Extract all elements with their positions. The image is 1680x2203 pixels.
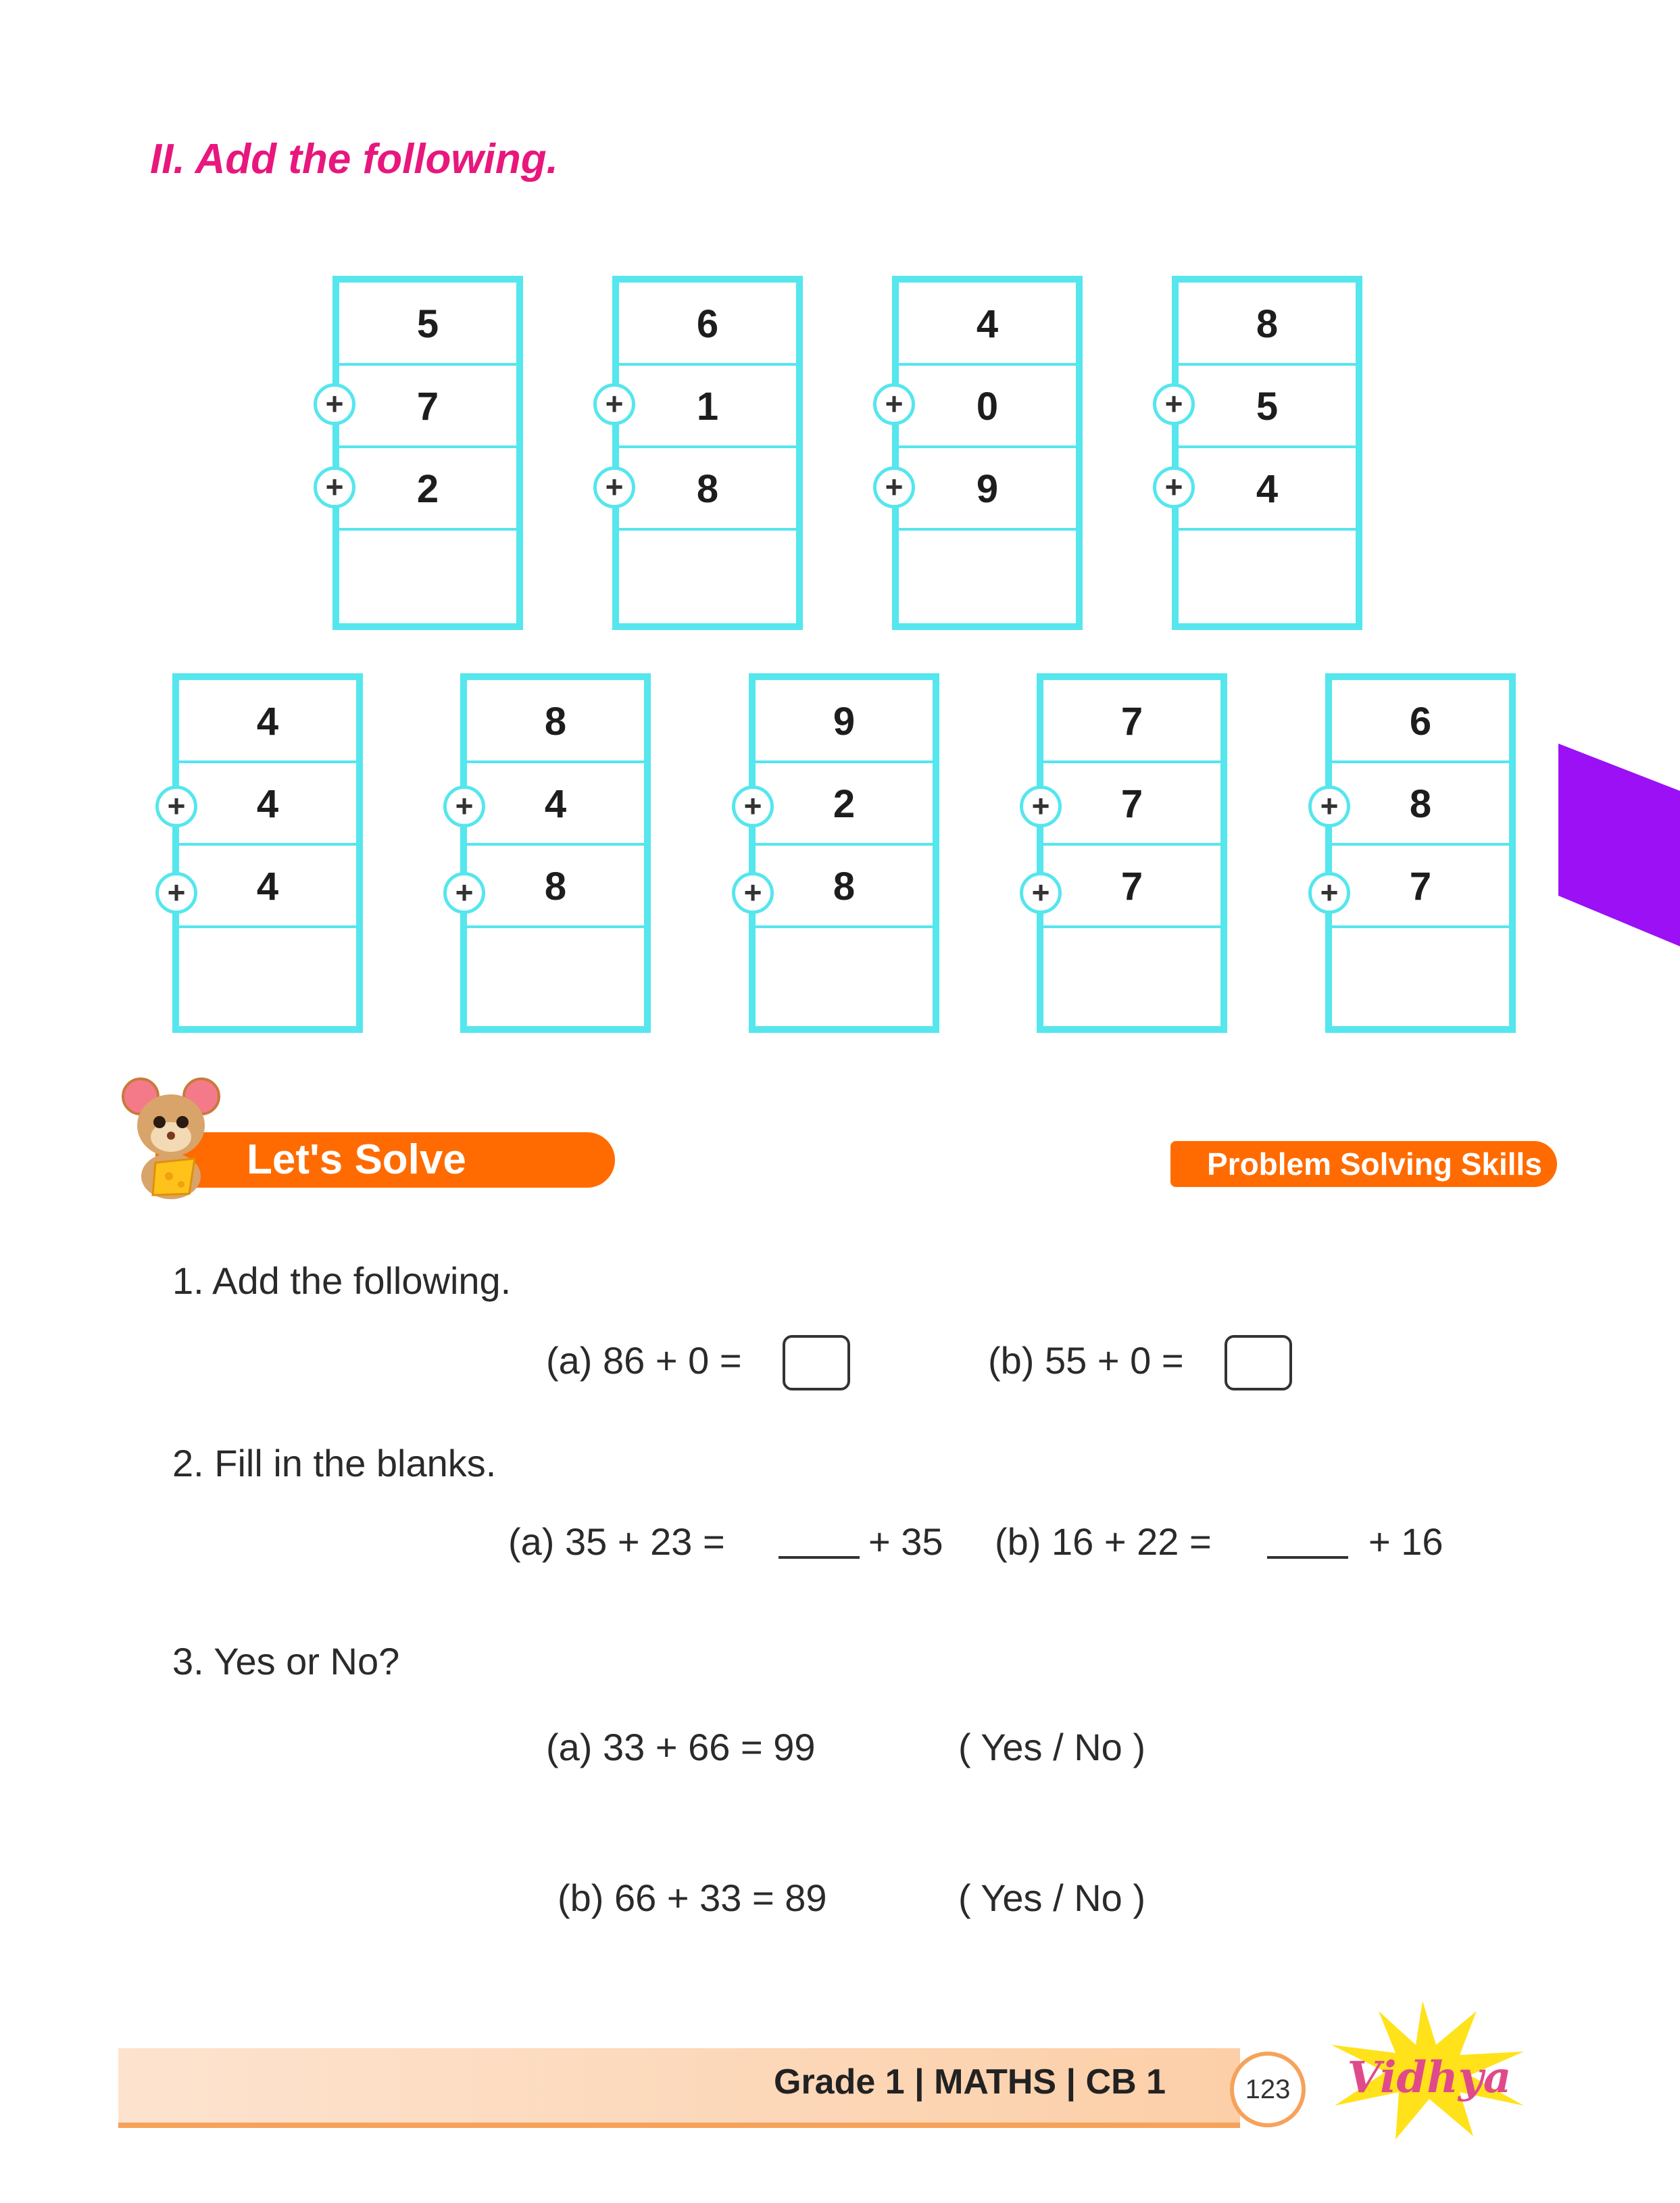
addend-2: 1 — [619, 366, 796, 448]
addend-1: 8 — [1179, 283, 1356, 366]
plus-icon: + — [593, 466, 635, 508]
question-3a-expression: (a) 33 + 66 = 99 — [546, 1726, 816, 1768]
plus-icon: + — [443, 785, 485, 827]
addend-3: 8 — [619, 448, 796, 531]
answer-box[interactable] — [339, 531, 516, 623]
answer-box[interactable] — [1179, 531, 1356, 623]
addition-card-1 — [332, 276, 523, 630]
section-title: II. Add the following. — [150, 136, 558, 183]
plus-icon: + — [155, 785, 197, 827]
addend-3: 4 — [179, 846, 356, 928]
addend-2: 7 — [339, 366, 516, 448]
plus-icon: + — [732, 872, 774, 914]
answer-box-1b[interactable] — [1225, 1335, 1292, 1390]
plus-icon: + — [1308, 785, 1350, 827]
answer-box[interactable] — [899, 531, 1076, 623]
vidhya-logo — [1321, 1998, 1537, 2143]
addend-2: 2 — [756, 763, 933, 846]
question-2b-left: (b) 16 + 22 = — [995, 1520, 1212, 1563]
answer-box[interactable] — [756, 928, 933, 1021]
question-2-prompt: 2. Fill in the blanks. — [172, 1442, 497, 1484]
question-2a-right: + 35 — [868, 1520, 943, 1563]
addition-card-7 — [749, 673, 939, 1033]
answer-box-1a[interactable] — [783, 1335, 850, 1390]
addend-1: 8 — [467, 680, 644, 763]
plus-icon: + — [732, 785, 774, 827]
addend-2: 4 — [467, 763, 644, 846]
addend-2: 4 — [179, 763, 356, 846]
question-2b-right: + 16 — [1368, 1520, 1443, 1563]
addition-card-3 — [892, 276, 1083, 630]
side-tab-decoration — [1558, 744, 1680, 946]
answer-box[interactable] — [619, 531, 796, 623]
question-3a-choice[interactable]: ( Yes / No ) — [958, 1726, 1146, 1768]
plus-icon: + — [1153, 466, 1195, 508]
answer-box[interactable] — [467, 928, 644, 1021]
addend-3: 9 — [899, 448, 1076, 531]
addend-1: 6 — [619, 283, 796, 366]
lets-solve-label: Let's Solve — [247, 1136, 466, 1183]
plus-icon: + — [873, 466, 915, 508]
question-1-prompt: 1. Add the following. — [172, 1259, 512, 1302]
skill-tag-label: Problem Solving Skills — [1207, 1146, 1542, 1182]
svg-text:Vidhya: Vidhya — [1347, 2052, 1512, 2103]
answer-box[interactable] — [179, 928, 356, 1021]
plus-icon: + — [314, 466, 355, 508]
addend-3: 7 — [1043, 846, 1220, 928]
addition-card-6 — [460, 673, 651, 1033]
question-2a-left: (a) 35 + 23 = — [508, 1520, 725, 1563]
question-3b-expression: (b) 66 + 33 = 89 — [558, 1877, 827, 1919]
addend-1: 9 — [756, 680, 933, 763]
plus-icon: + — [1020, 872, 1062, 914]
plus-icon: + — [1308, 872, 1350, 914]
addend-2: 7 — [1043, 763, 1220, 846]
plus-icon: + — [155, 872, 197, 914]
addend-3: 7 — [1332, 846, 1509, 928]
plus-icon: + — [873, 383, 915, 425]
question-1b: (b) 55 + 0 = — [988, 1339, 1184, 1382]
answer-box[interactable] — [1332, 928, 1509, 1021]
question-3b-choice[interactable]: ( Yes / No ) — [958, 1877, 1146, 1919]
addend-1: 5 — [339, 283, 516, 366]
addend-1: 6 — [1332, 680, 1509, 763]
addition-card-5 — [172, 673, 363, 1033]
answer-box[interactable] — [1043, 928, 1220, 1021]
addend-2: 8 — [1332, 763, 1509, 846]
plus-icon: + — [443, 872, 485, 914]
question-1a: (a) 86 + 0 = — [546, 1339, 742, 1382]
addend-3: 8 — [467, 846, 644, 928]
addend-1: 7 — [1043, 680, 1220, 763]
plus-icon: + — [593, 383, 635, 425]
addition-card-2 — [612, 276, 803, 630]
blank-2b[interactable] — [1267, 1556, 1348, 1559]
plus-icon: + — [1153, 383, 1195, 425]
addend-2: 5 — [1179, 366, 1356, 448]
page-number: 123 — [1230, 2052, 1306, 2127]
addition-card-9 — [1325, 673, 1516, 1033]
addition-card-8 — [1037, 673, 1227, 1033]
addend-1: 4 — [899, 283, 1076, 366]
blank-2a[interactable] — [779, 1556, 860, 1559]
addend-3: 2 — [339, 448, 516, 531]
addend-3: 8 — [756, 846, 933, 928]
plus-icon: + — [314, 383, 355, 425]
mouse-with-cheese-icon — [120, 1075, 222, 1203]
addend-3: 4 — [1179, 448, 1356, 531]
addition-card-4 — [1172, 276, 1362, 630]
addend-1: 4 — [179, 680, 356, 763]
question-3-prompt: 3. Yes or No? — [172, 1640, 400, 1682]
plus-icon: + — [1020, 785, 1062, 827]
addend-2: 0 — [899, 366, 1076, 448]
footer-title: Grade 1 | MATHS | CB 1 — [774, 2062, 1166, 2102]
